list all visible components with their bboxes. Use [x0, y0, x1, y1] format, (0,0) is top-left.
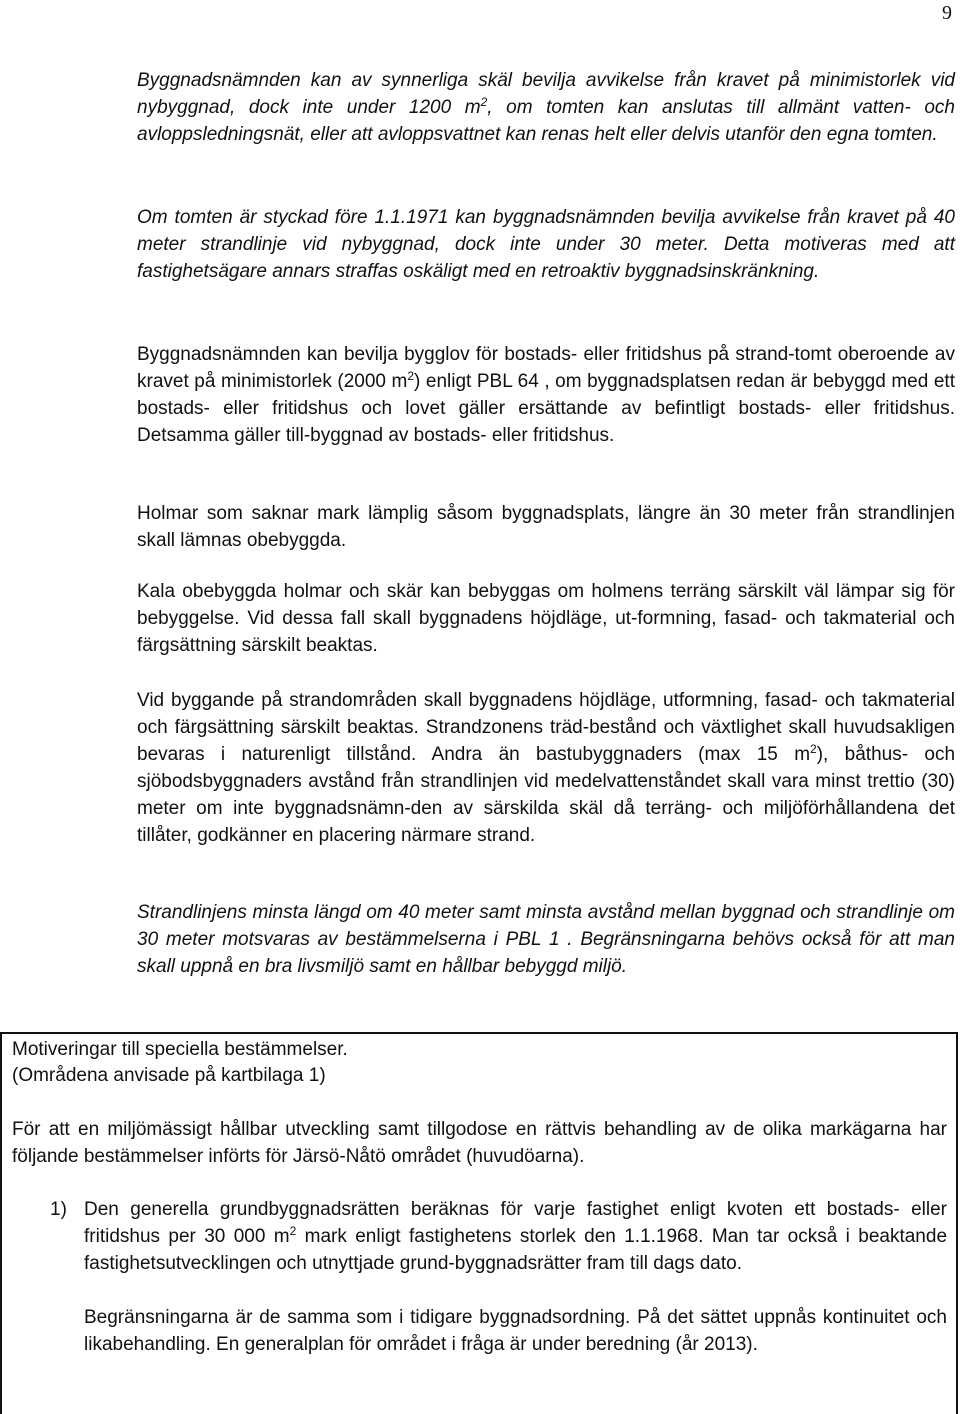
paragraph-building-permit [137, 341, 955, 449]
list-item-text: mark enligt fastighetens storlek den 1.1.1968. Man tar också i beaktande fastighetsutvecklingen och utnyttjade grund-byggnadsrätter fram till dags dato. [84, 1226, 948, 1274]
paragraph-text: Strandlinjens minsta längd om 40 meter samt minsta avstånd mellan byggnad och strandlinje om 30 meter motsvaras av bestämmelserna i PBL 1 . Begränsningarna behövs också för att man skall uppnå en bra livsmiljö samt en hållbar bebyggd miljö. [137, 902, 955, 977]
paragraph-shore-building [137, 687, 955, 849]
superscript: 2 [810, 742, 817, 756]
paragraph-shoreline-exception [137, 204, 955, 285]
list-marker: 1) [50, 1199, 67, 1220]
box-heading-title: Motiveringar till speciella bestämmelser. [12, 1039, 348, 1060]
paragraph-text: Holmar som saknar mark lämplig såsom byggnadsplats, längre än 30 meter från strandlinjen skall lämnas obebyggda. [137, 503, 955, 551]
paragraph-text: , om tomten kan anslutas till allmänt vatten- och avloppsledningsnät, eller att avloppsvattnet kan renas helt eller delvis utanför den egna tomten. [137, 97, 955, 145]
paragraph-text: ), båthus- och sjöbodsbyggnaders avstånd från strandlinjen vid medelvattenståndet skall vara minst trettio (30) meter om inte byggnadsnämn-den av särskilda skäl då terräng- och miljöförhållandena det tillåter, godkänner en placering närmare strand. [137, 744, 956, 846]
paragraph-text: Vid byggande på strandområden skall byggnadens höjdläge, utformning, fasad- och takmaterial och färgsättning särskilt beaktas. Strandzonens träd-bestånd och växtlighet skall huvudsakligen bevaras i naturenligt tillstånd. Andra än bastubyggnaders (max 15 m [137, 690, 955, 765]
list-item-text: Den generella grundbyggnadsrätten beräknas för varje fastighet enligt kvoten ett bostads- eller fritidshus per 30 000 m [84, 1199, 947, 1247]
paragraph-text: Byggnadsnämnden kan bevilja bygglov för bostads- eller fritidshus på strand-tomt oberoende av kravet på minimistorlek (2000 m [137, 344, 955, 392]
box-heading-subtitle: (Områdena anvisade på kartbilaga 1) [12, 1065, 326, 1086]
paragraph-text: Kala obebyggda holmar och skär kan bebyggas om holmens terräng särskilt väl lämpar sig för bebyggelse. Vid dessa fall skall byggnadens höjdläge, ut-formning, fasad- och takmaterial och färgsättning särskilt beaktas. [137, 581, 955, 656]
list-item-text: Begränsningarna är de samma som i tidigare byggnadsordning. På det sättet uppnås kontinuitet och likabehandling. En generalplan för området i fråga är under beredning (år 2013). [84, 1307, 947, 1355]
motivation-box [0, 1032, 958, 1414]
box-heading [12, 1037, 348, 1089]
paragraph-bare-islets [137, 578, 955, 659]
paragraph-text: Byggnadsnämnden kan av synnerliga skäl bevilja avvikelse från kravet på minimistorlek vid nybyggnad, dock inte under 1200 m [137, 70, 955, 118]
page-number: 9 [942, 2, 952, 24]
list-item-body [84, 1196, 947, 1358]
superscript: 2 [289, 1224, 297, 1238]
paragraph-minimum-size-exception [137, 67, 955, 148]
superscript: 2 [480, 95, 488, 109]
paragraph-text: Om tomten är styckad före 1.1.1971 kan byggnadsnämnden bevilja avvikelse från kravet på 40 meter strandlinje vid nybyggnad, dock inte under 30 meter. Detta motiveras med att fastighetsägare annars straffas oskäligt med en retroaktiv byggnadsinskränkning. [137, 207, 955, 282]
paragraph-text: ) enligt PBL 64 , om byggnadsplatsen redan är bebyggd med ett bostads- eller fritidshus och lovet gäller ersättande av befintligt bostads- eller fritidshus. Detsamma gäller till-byggnad av bostads- eller fritidshus. [137, 371, 955, 446]
box-intro: För att en miljömässigt hållbar utveckling samt tillgodose en rättvis behandling av de olika markägarna har följande bestämmelser införts för Järsö-Nåtö området (huvudöarna). [12, 1119, 947, 1167]
superscript: 2 [407, 369, 415, 383]
paragraph-islets [137, 500, 955, 554]
paragraph-shoreline-motivation [137, 899, 955, 980]
